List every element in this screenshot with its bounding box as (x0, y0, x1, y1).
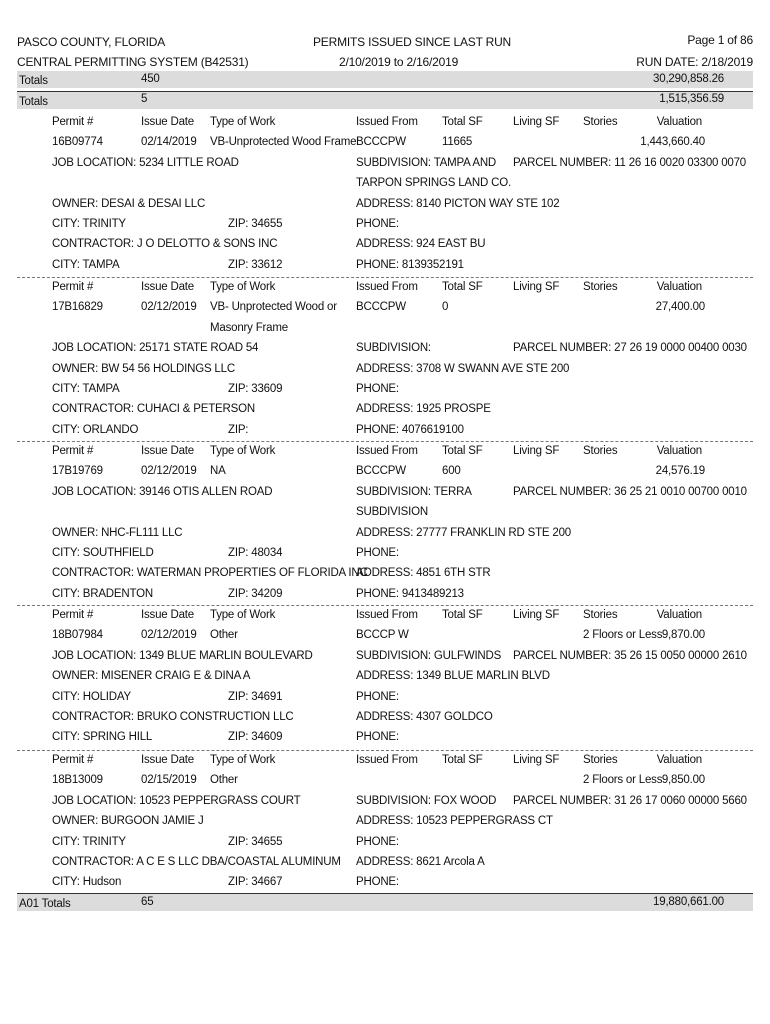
col-valuation-header: Valuation (656, 116, 702, 128)
issue-date: 02/12/2019 (141, 465, 197, 477)
type-of-work-cont: Masonry Frame (210, 322, 288, 334)
contractor: CONTRACTOR: J O DELOTTO & SONS INC (52, 238, 278, 250)
col-total-sf-header: Total SF (442, 445, 483, 457)
contractor-zip: ZIP: 34667 (228, 876, 283, 888)
subdivision: SUBDIVISION: TAMPA AND (356, 157, 497, 169)
subdivision: SUBDIVISION: (356, 342, 431, 354)
owner: OWNER: BURGOON JAMIE J (52, 815, 204, 827)
col-permit-header: Permit # (52, 445, 94, 457)
type-of-work: Other (210, 774, 238, 786)
footer-totals-band (17, 893, 753, 911)
col-permit-header: Permit # (52, 754, 94, 766)
owner-city: CITY: SOUTHFIELD (52, 547, 154, 559)
col-stories-header: Stories (583, 281, 618, 293)
col-type-header: Type of Work (210, 754, 276, 766)
col-permit-header: Permit # (52, 116, 94, 128)
date-range: 2/10/2019 to 2/16/2019 (339, 55, 459, 69)
contractor: CONTRACTOR: CUHACI & PETERSON (52, 403, 255, 415)
contractor-city: CITY: ORLANDO (52, 424, 139, 436)
owner-city: CITY: TRINITY (52, 836, 126, 848)
owner: OWNER: MISENER CRAIG E & DINA A (52, 670, 251, 682)
issue-date: 02/12/2019 (141, 629, 197, 641)
col-issued-from-header: Issued From (356, 754, 418, 766)
col-valuation-header: Valuation (656, 281, 702, 293)
totals-count: 450 (141, 73, 160, 85)
col-type-header: Type of Work (210, 281, 276, 293)
owner-zip: ZIP: 34655 (228, 218, 283, 230)
col-issued-from-header: Issued From (356, 116, 418, 128)
contractor-phone: PHONE: (356, 731, 399, 743)
issued-from: BCCCPW (356, 136, 406, 148)
record-separator (17, 441, 753, 442)
col-type-header: Type of Work (210, 445, 276, 457)
totals-band-2 (17, 91, 753, 109)
contractor-city: CITY: Hudson (52, 876, 122, 888)
job-location: JOB LOCATION: 1349 BLUE MARLIN BOULEVARD (52, 650, 313, 662)
totals-value: 30,290,858.26 (653, 73, 724, 85)
col-valuation-header: Valuation (656, 445, 702, 457)
owner-zip: ZIP: 34655 (228, 836, 283, 848)
record-separator (17, 277, 753, 278)
contractor-address: ADDRESS: 4307 GOLDCO (356, 711, 493, 723)
valuation: 9,850.00 (661, 774, 705, 786)
contractor-phone: PHONE: (356, 876, 399, 888)
job-location: JOB LOCATION: 5234 LITTLE ROAD (52, 157, 239, 169)
col-living-sf-header: Living SF (513, 609, 560, 621)
owner: OWNER: BW 54 56 HOLDINGS LLC (52, 363, 235, 375)
owner-phone: PHONE: (356, 218, 399, 230)
subdivision: SUBDIVISION: TERRA (356, 486, 472, 498)
col-living-sf-header: Living SF (513, 116, 560, 128)
owner-phone: PHONE: (356, 836, 399, 848)
stories: 2 Floors or Less (583, 774, 663, 786)
owner-address: ADDRESS: 1349 BLUE MARLIN BLVD (356, 670, 550, 682)
issued-from: BCCCPW (356, 301, 406, 313)
valuation: 24,576.19 (655, 465, 705, 477)
contractor-city: CITY: BRADENTON (52, 588, 153, 600)
contractor-phone: PHONE: 4076619100 (356, 424, 464, 436)
total-sf: 600 (442, 465, 461, 477)
type-of-work: VB- Unprotected Wood or (210, 301, 337, 313)
county-name: PASCO COUNTY, FLORIDA (17, 35, 166, 49)
col-issue-date-header: Issue Date (141, 609, 194, 621)
parcel-number: PARCEL NUMBER: 11 26 16 0020 03300 0070 (513, 157, 746, 169)
run-date: RUN DATE: 2/18/2019 (636, 55, 753, 69)
col-issue-date-header: Issue Date (141, 281, 194, 293)
record-separator (17, 750, 753, 751)
contractor-address: ADDRESS: 1925 PROSPE (356, 403, 491, 415)
issue-date: 02/15/2019 (141, 774, 197, 786)
parcel-number: PARCEL NUMBER: 35 26 15 0050 00000 2610 (513, 650, 747, 662)
contractor-phone: PHONE: 9413489213 (356, 588, 464, 600)
subdivision-cont: SUBDIVISION (356, 506, 428, 518)
contractor: CONTRACTOR: BRUKO CONSTRUCTION LLC (52, 711, 294, 723)
footer-totals-count: 65 (141, 896, 154, 908)
owner-zip: ZIP: 48034 (228, 547, 283, 559)
contractor-zip: ZIP: 33612 (228, 259, 283, 271)
valuation: 9,870.00 (661, 629, 705, 641)
issued-from: BCCCP W (356, 629, 409, 641)
owner: OWNER: NHC-FL111 LLC (52, 527, 183, 539)
contractor-address: ADDRESS: 8621 Arcola A (356, 856, 485, 868)
permit-number: 17B19769 (52, 465, 103, 477)
col-stories-header: Stories (583, 754, 618, 766)
contractor-zip: ZIP: 34209 (228, 588, 283, 600)
record-separator (17, 605, 753, 606)
footer-totals-value: 19,880,661.00 (653, 896, 724, 908)
total-sf: 11665 (442, 136, 473, 148)
owner-zip: ZIP: 34691 (228, 691, 283, 703)
col-living-sf-header: Living SF (513, 754, 560, 766)
totals-label: Totals (19, 96, 48, 108)
contractor: CONTRACTOR: WATERMAN PROPERTIES OF FLORIDA INC (52, 567, 368, 579)
type-of-work: Other (210, 629, 238, 641)
subdivision: SUBDIVISION: FOX WOOD (356, 795, 497, 807)
valuation: 1,443,660.40 (640, 136, 705, 148)
totals-band-1 (17, 71, 753, 88)
permit-number: 17B16829 (52, 301, 103, 313)
owner-city: CITY: TRINITY (52, 218, 126, 230)
parcel-number: PARCEL NUMBER: 31 26 17 0060 00000 5660 (513, 795, 747, 807)
valuation: 27,400.00 (655, 301, 705, 313)
subdivision: SUBDIVISION: GULFWINDS (356, 650, 502, 662)
permit-number: 16B09774 (52, 136, 103, 148)
contractor-zip: ZIP: (228, 424, 249, 436)
owner-address: ADDRESS: 10523 PEPPERGRASS CT (356, 815, 553, 827)
totals-value: 1,515,356.59 (659, 93, 724, 105)
col-total-sf-header: Total SF (442, 281, 483, 293)
contractor-address: ADDRESS: 924 EAST BU (356, 238, 486, 250)
permit-number: 18B07984 (52, 629, 103, 641)
col-issue-date-header: Issue Date (141, 116, 194, 128)
owner-city: CITY: TAMPA (52, 383, 120, 395)
col-issued-from-header: Issued From (356, 445, 418, 457)
owner-phone: PHONE: (356, 383, 399, 395)
subdivision-cont: TARPON SPRINGS LAND CO. (356, 177, 511, 189)
col-issue-date-header: Issue Date (141, 754, 194, 766)
job-location: JOB LOCATION: 39146 OTIS ALLEN ROAD (52, 486, 273, 498)
owner-phone: PHONE: (356, 547, 399, 559)
contractor: CONTRACTOR: A C E S LLC DBA/COASTAL ALUMINUM (52, 856, 341, 868)
parcel-number: PARCEL NUMBER: 27 26 19 0000 00400 0030 (513, 342, 747, 354)
col-issued-from-header: Issued From (356, 609, 418, 621)
page-number: Page 1 of 86 (687, 33, 753, 47)
type-of-work: NA (210, 465, 226, 477)
col-permit-header: Permit # (52, 609, 94, 621)
col-total-sf-header: Total SF (442, 754, 483, 766)
col-stories-header: Stories (583, 445, 618, 457)
col-permit-header: Permit # (52, 281, 94, 293)
col-type-header: Type of Work (210, 116, 276, 128)
col-total-sf-header: Total SF (442, 609, 483, 621)
system-name: CENTRAL PERMITTING SYSTEM (B42531) (17, 55, 249, 69)
col-stories-header: Stories (583, 116, 618, 128)
owner-city: CITY: HOLIDAY (52, 691, 131, 703)
permit-number: 18B13009 (52, 774, 103, 786)
col-stories-header: Stories (583, 609, 618, 621)
col-issue-date-header: Issue Date (141, 445, 194, 457)
owner-zip: ZIP: 33609 (228, 383, 283, 395)
owner: OWNER: DESAI & DESAI LLC (52, 198, 206, 210)
contractor-address: ADDRESS: 4851 6TH STR (356, 567, 491, 579)
col-living-sf-header: Living SF (513, 281, 560, 293)
owner-address: ADDRESS: 27777 FRANKLIN RD STE 200 (356, 527, 571, 539)
owner-phone: PHONE: (356, 691, 399, 703)
col-living-sf-header: Living SF (513, 445, 560, 457)
parcel-number: PARCEL NUMBER: 36 25 21 0010 00700 0010 (513, 486, 747, 498)
col-valuation-header: Valuation (656, 754, 702, 766)
totals-count: 5 (141, 93, 148, 105)
owner-address: ADDRESS: 8140 PICTON WAY STE 102 (356, 198, 560, 210)
contractor-phone: PHONE: 8139352191 (356, 259, 464, 271)
issue-date: 02/14/2019 (141, 136, 197, 148)
footer-totals-label: A01 Totals (19, 898, 71, 910)
col-type-header: Type of Work (210, 609, 276, 621)
issued-from: BCCCPW (356, 465, 406, 477)
stories: 2 Floors or Less (583, 629, 663, 641)
contractor-zip: ZIP: 34609 (228, 731, 283, 743)
totals-label: Totals (19, 75, 48, 87)
issue-date: 02/12/2019 (141, 301, 197, 313)
type-of-work: VB-Unprotected Wood Frame: (210, 136, 360, 148)
col-total-sf-header: Total SF (442, 116, 483, 128)
contractor-city: CITY: TAMPA (52, 259, 120, 271)
contractor-city: CITY: SPRING HILL (52, 731, 153, 743)
total-sf: 0 (442, 301, 449, 313)
report-title: PERMITS ISSUED SINCE LAST RUN (313, 35, 512, 49)
col-valuation-header: Valuation (656, 609, 702, 621)
job-location: JOB LOCATION: 10523 PEPPERGRASS COURT (52, 795, 301, 807)
job-location: JOB LOCATION: 25171 STATE ROAD 54 (52, 342, 259, 354)
col-issued-from-header: Issued From (356, 281, 418, 293)
owner-address: ADDRESS: 3708 W SWANN AVE STE 200 (356, 363, 570, 375)
